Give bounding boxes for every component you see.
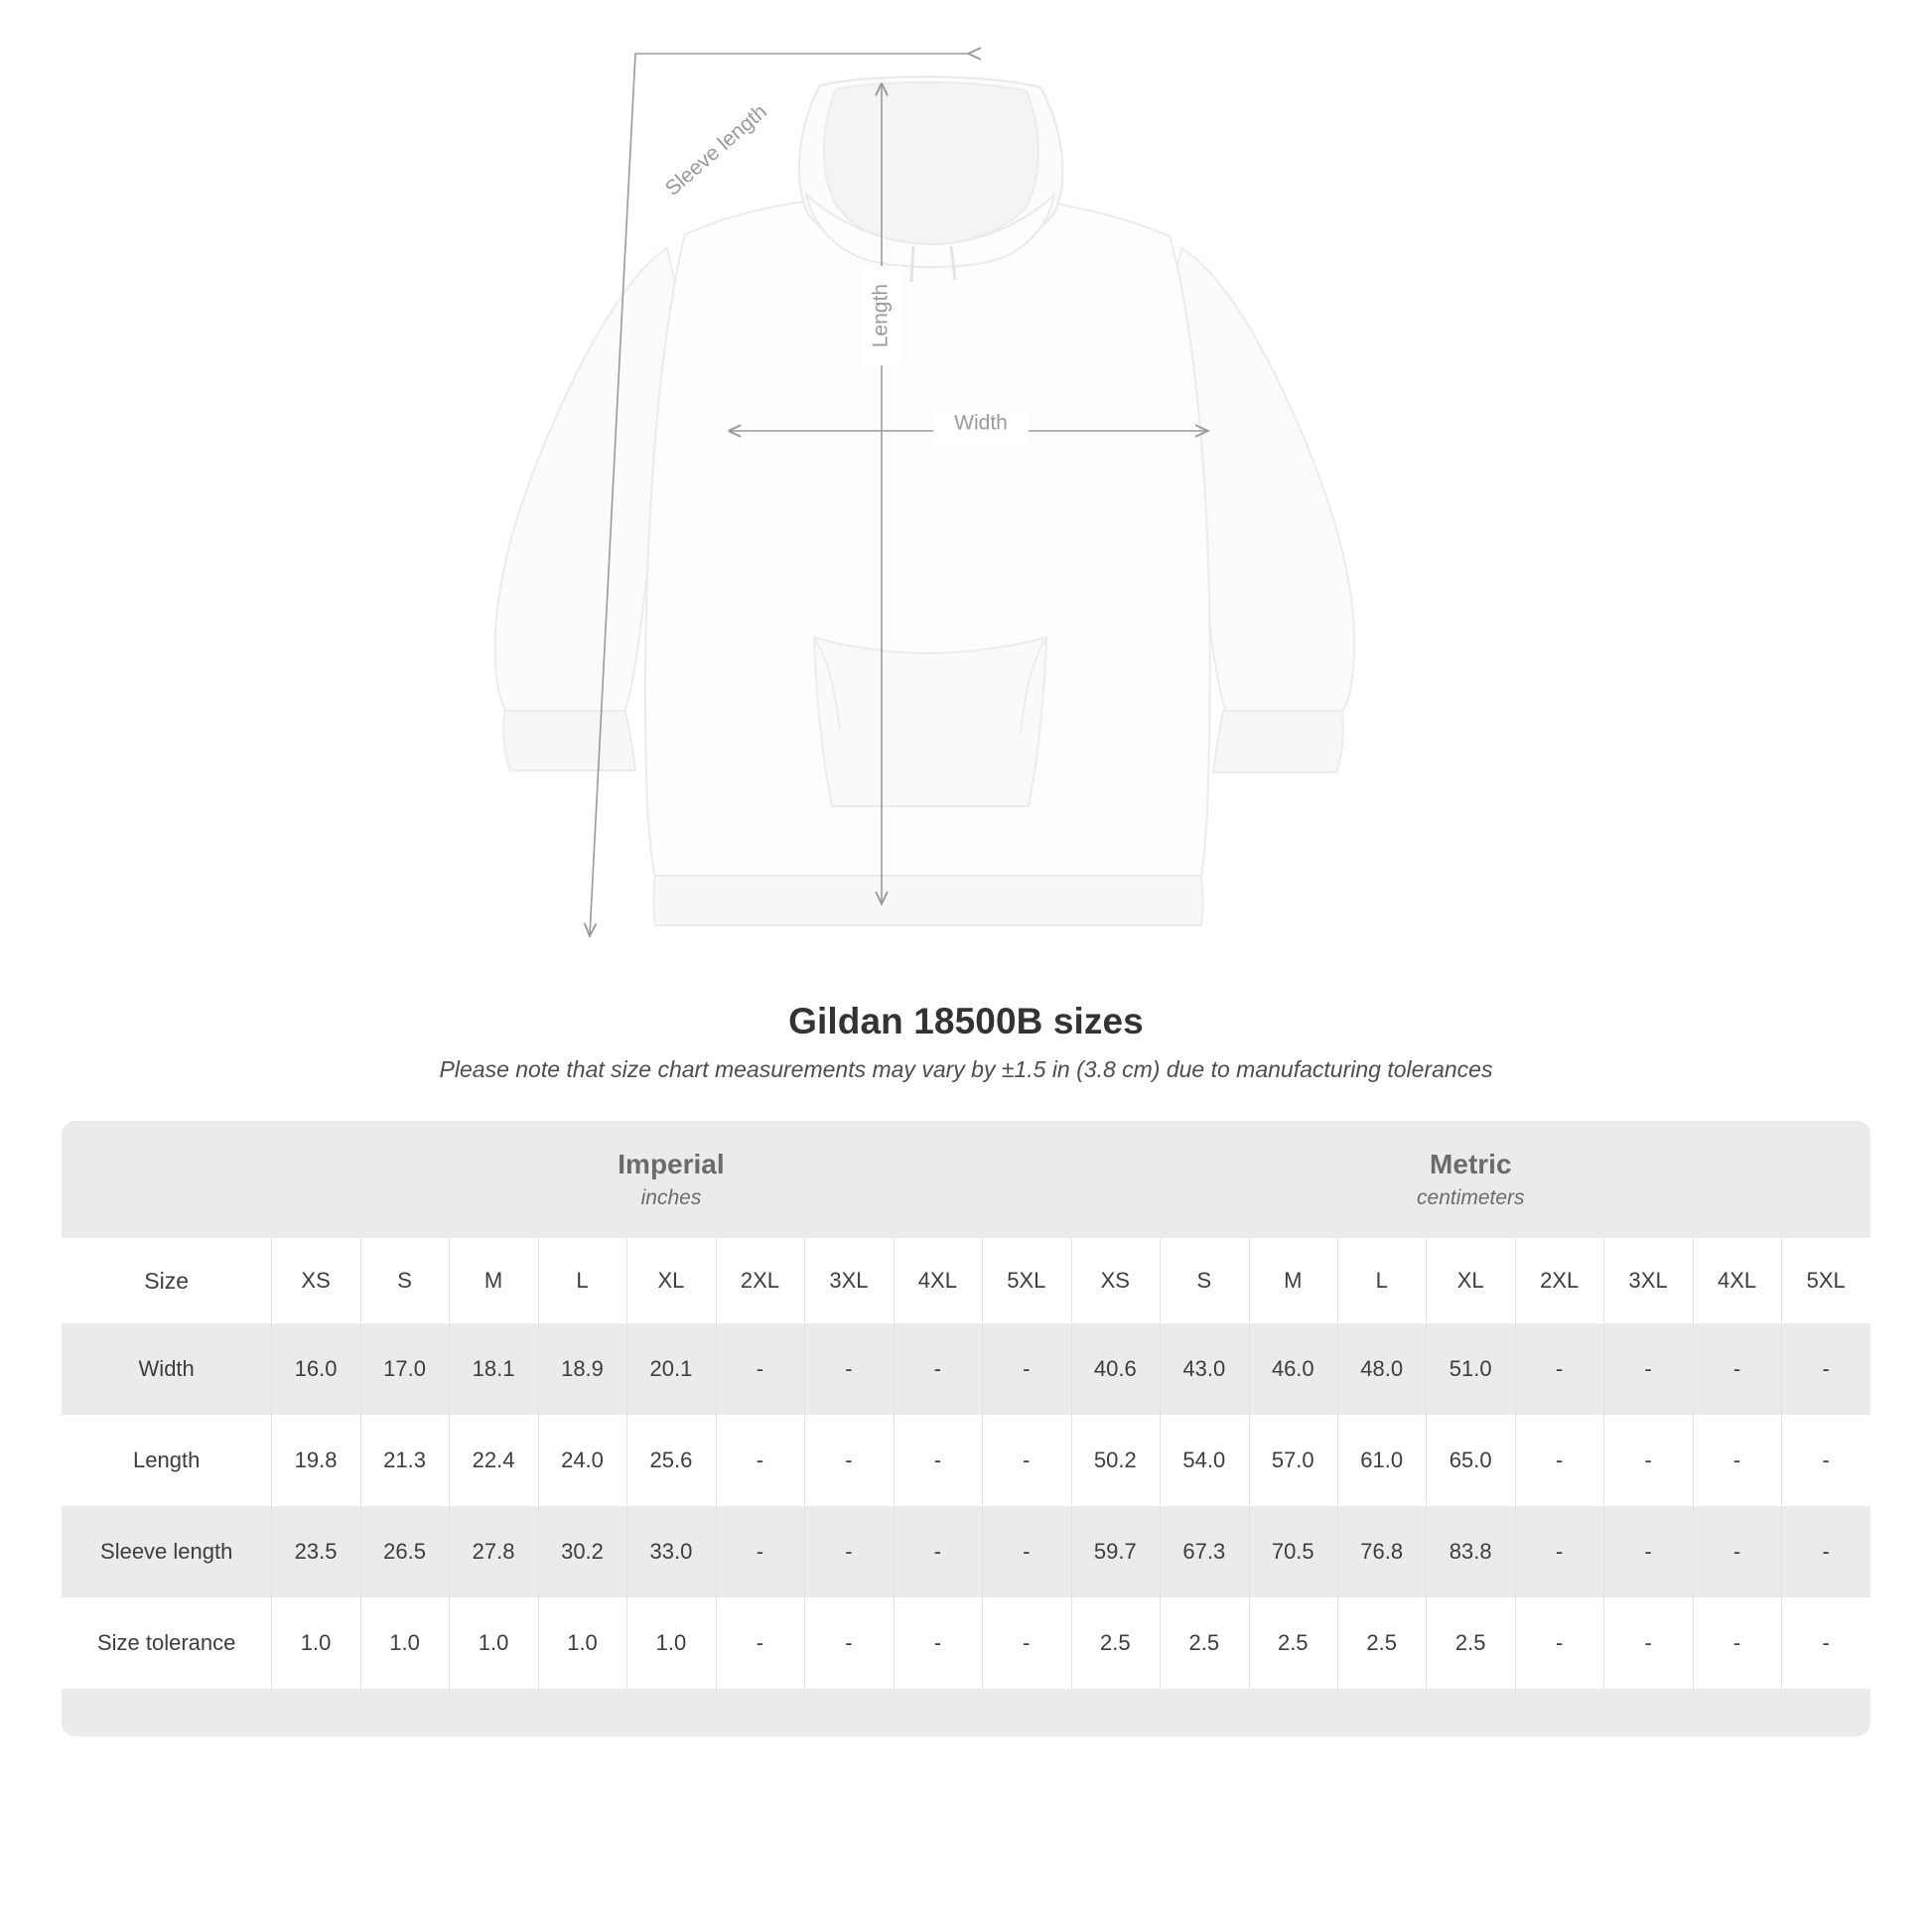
cell-tolerance-metric-l: 2.5	[1337, 1597, 1426, 1689]
cell-length-metric-l: 61.0	[1337, 1415, 1426, 1506]
size-header-metric-5xl: 5XL	[1781, 1238, 1870, 1323]
cell-tolerance-imperial-5xl: -	[982, 1597, 1070, 1689]
length-label: Length	[869, 283, 893, 348]
page-title: Gildan 18500B sizes	[788, 1001, 1144, 1041]
cell-sleeve-metric-xl: 83.8	[1426, 1506, 1514, 1597]
metric-sub: centimeters	[1417, 1186, 1525, 1210]
cell-width-metric-5xl: -	[1781, 1323, 1870, 1415]
cell-length-imperial-4xl: -	[894, 1415, 982, 1506]
cell-length-imperial-5xl: -	[982, 1415, 1070, 1506]
cell-sleeve-metric-s: 67.3	[1160, 1506, 1248, 1597]
table-footer-row	[62, 1689, 1870, 1736]
corner-cell	[62, 1121, 271, 1238]
cell-sleeve-imperial-5xl: -	[982, 1506, 1070, 1597]
cell-sleeve-metric-5xl: -	[1781, 1506, 1870, 1597]
width-label: Width	[954, 411, 1008, 435]
cell-width-imperial-2xl: -	[716, 1323, 804, 1415]
size-header-imperial-xl: XL	[626, 1238, 715, 1323]
size-header-imperial-2xl: 2XL	[716, 1238, 804, 1323]
cell-sleeve-metric-2xl: -	[1515, 1506, 1603, 1597]
hoodie-shape	[495, 76, 1355, 925]
cell-width-imperial-m: 18.1	[449, 1323, 537, 1415]
metric-header	[1071, 1121, 1870, 1238]
cell-sleeve-metric-l: 76.8	[1337, 1506, 1426, 1597]
size-header-imperial-m: M	[449, 1238, 537, 1323]
cell-sleeve-imperial-l: 30.2	[538, 1506, 626, 1597]
size-header-imperial-3xl: 3XL	[804, 1238, 893, 1323]
cell-width-metric-s: 43.0	[1160, 1323, 1248, 1415]
cell-tolerance-metric-4xl: -	[1693, 1597, 1781, 1689]
imperial-name: Imperial	[618, 1149, 725, 1180]
cell-tolerance-metric-3xl: -	[1603, 1597, 1692, 1689]
unit-header-row	[62, 1121, 1870, 1238]
cell-sleeve-imperial-3xl: -	[804, 1506, 893, 1597]
table-row	[62, 1506, 1870, 1597]
cell-tolerance-imperial-l: 1.0	[538, 1597, 626, 1689]
size-header-metric-xl: XL	[1426, 1238, 1514, 1323]
cell-length-metric-3xl: -	[1603, 1415, 1692, 1506]
cell-sleeve-metric-3xl: -	[1603, 1506, 1692, 1597]
chart-title-block	[0, 1001, 1932, 1083]
table-row	[62, 1323, 1870, 1415]
size-header-metric-l: L	[1337, 1238, 1426, 1323]
cell-width-imperial-xl: 20.1	[626, 1323, 715, 1415]
size-header-metric-s: S	[1160, 1238, 1248, 1323]
row-label-sleeve-length: Sleeve length	[62, 1506, 271, 1597]
cell-width-imperial-l: 18.9	[538, 1323, 626, 1415]
size-header-label: Size	[62, 1238, 271, 1323]
size-header-metric-3xl: 3XL	[1603, 1238, 1692, 1323]
cell-width-imperial-3xl: -	[804, 1323, 893, 1415]
metric-name: Metric	[1430, 1149, 1512, 1180]
imperial-header	[271, 1121, 1070, 1238]
cell-length-metric-4xl: -	[1693, 1415, 1781, 1506]
cell-width-metric-xl: 51.0	[1426, 1323, 1514, 1415]
size-header-metric-xs: XS	[1071, 1238, 1160, 1323]
cell-length-imperial-2xl: -	[716, 1415, 804, 1506]
cell-width-imperial-s: 17.0	[360, 1323, 449, 1415]
cell-tolerance-metric-m: 2.5	[1249, 1597, 1337, 1689]
cell-tolerance-metric-2xl: -	[1515, 1597, 1603, 1689]
size-header-row	[62, 1238, 1870, 1323]
cell-sleeve-imperial-s: 26.5	[360, 1506, 449, 1597]
cell-length-metric-xs: 50.2	[1071, 1415, 1160, 1506]
cell-sleeve-metric-m: 70.5	[1249, 1506, 1337, 1597]
cell-width-metric-l: 48.0	[1337, 1323, 1426, 1415]
cell-tolerance-imperial-xl: 1.0	[626, 1597, 715, 1689]
cell-sleeve-imperial-m: 27.8	[449, 1506, 537, 1597]
cell-sleeve-imperial-xs: 23.5	[271, 1506, 359, 1597]
cell-tolerance-imperial-m: 1.0	[449, 1597, 537, 1689]
size-header-metric-m: M	[1249, 1238, 1337, 1323]
cell-width-imperial-5xl: -	[982, 1323, 1070, 1415]
cell-length-metric-m: 57.0	[1249, 1415, 1337, 1506]
cell-width-imperial-xs: 16.0	[271, 1323, 359, 1415]
size-header-imperial-4xl: 4XL	[894, 1238, 982, 1323]
size-header-imperial-xs: XS	[271, 1238, 359, 1323]
cell-width-metric-4xl: -	[1693, 1323, 1781, 1415]
cell-sleeve-imperial-xl: 33.0	[626, 1506, 715, 1597]
row-label-length: Length	[62, 1415, 271, 1506]
cell-sleeve-imperial-4xl: -	[894, 1506, 982, 1597]
row-label-width: Width	[62, 1323, 271, 1415]
cell-tolerance-imperial-2xl: -	[716, 1597, 804, 1689]
table-row	[62, 1597, 1870, 1689]
cell-sleeve-metric-4xl: -	[1693, 1506, 1781, 1597]
cell-length-metric-xl: 65.0	[1426, 1415, 1514, 1506]
size-table-wrapper	[0, 1121, 1932, 1736]
cell-tolerance-imperial-s: 1.0	[360, 1597, 449, 1689]
cell-tolerance-imperial-xs: 1.0	[271, 1597, 359, 1689]
cell-length-metric-5xl: -	[1781, 1415, 1870, 1506]
imperial-sub: inches	[640, 1186, 702, 1210]
size-chart-table	[62, 1121, 1870, 1736]
cell-width-metric-m: 46.0	[1249, 1323, 1337, 1415]
cell-width-metric-3xl: -	[1603, 1323, 1692, 1415]
cell-tolerance-metric-5xl: -	[1781, 1597, 1870, 1689]
cell-width-metric-2xl: -	[1515, 1323, 1603, 1415]
size-header-metric-4xl: 4XL	[1693, 1238, 1781, 1323]
cell-tolerance-imperial-3xl: -	[804, 1597, 893, 1689]
size-header-imperial-5xl: 5XL	[982, 1238, 1070, 1323]
cell-length-imperial-xl: 25.6	[626, 1415, 715, 1506]
cell-length-imperial-3xl: -	[804, 1415, 893, 1506]
row-label-size-tolerance: Size tolerance	[62, 1597, 271, 1689]
size-header-imperial-s: S	[360, 1238, 449, 1323]
sleeve-length-label: Sleeve length	[660, 99, 771, 201]
cell-tolerance-metric-xs: 2.5	[1071, 1597, 1160, 1689]
cell-length-metric-s: 54.0	[1160, 1415, 1248, 1506]
cell-tolerance-imperial-4xl: -	[894, 1597, 982, 1689]
cell-length-imperial-l: 24.0	[538, 1415, 626, 1506]
cell-length-imperial-xs: 19.8	[271, 1415, 359, 1506]
table-footer-cell	[62, 1689, 1870, 1736]
tolerance-note: Please note that size chart measurements may vary by ±1.5 in (3.8 cm) due to manufacturing tolerances	[439, 1056, 1493, 1082]
cell-tolerance-metric-xl: 2.5	[1426, 1597, 1514, 1689]
cell-tolerance-metric-s: 2.5	[1160, 1597, 1248, 1689]
cell-width-imperial-4xl: -	[894, 1323, 982, 1415]
cell-length-imperial-m: 22.4	[449, 1415, 537, 1506]
cell-sleeve-metric-xs: 59.7	[1071, 1506, 1160, 1597]
size-header-imperial-l: L	[538, 1238, 626, 1323]
cell-width-metric-xs: 40.6	[1071, 1323, 1160, 1415]
size-header-metric-2xl: 2XL	[1515, 1238, 1603, 1323]
cell-sleeve-imperial-2xl: -	[716, 1506, 804, 1597]
table-row	[62, 1415, 1870, 1506]
cell-length-imperial-s: 21.3	[360, 1415, 449, 1506]
cell-length-metric-2xl: -	[1515, 1415, 1603, 1506]
